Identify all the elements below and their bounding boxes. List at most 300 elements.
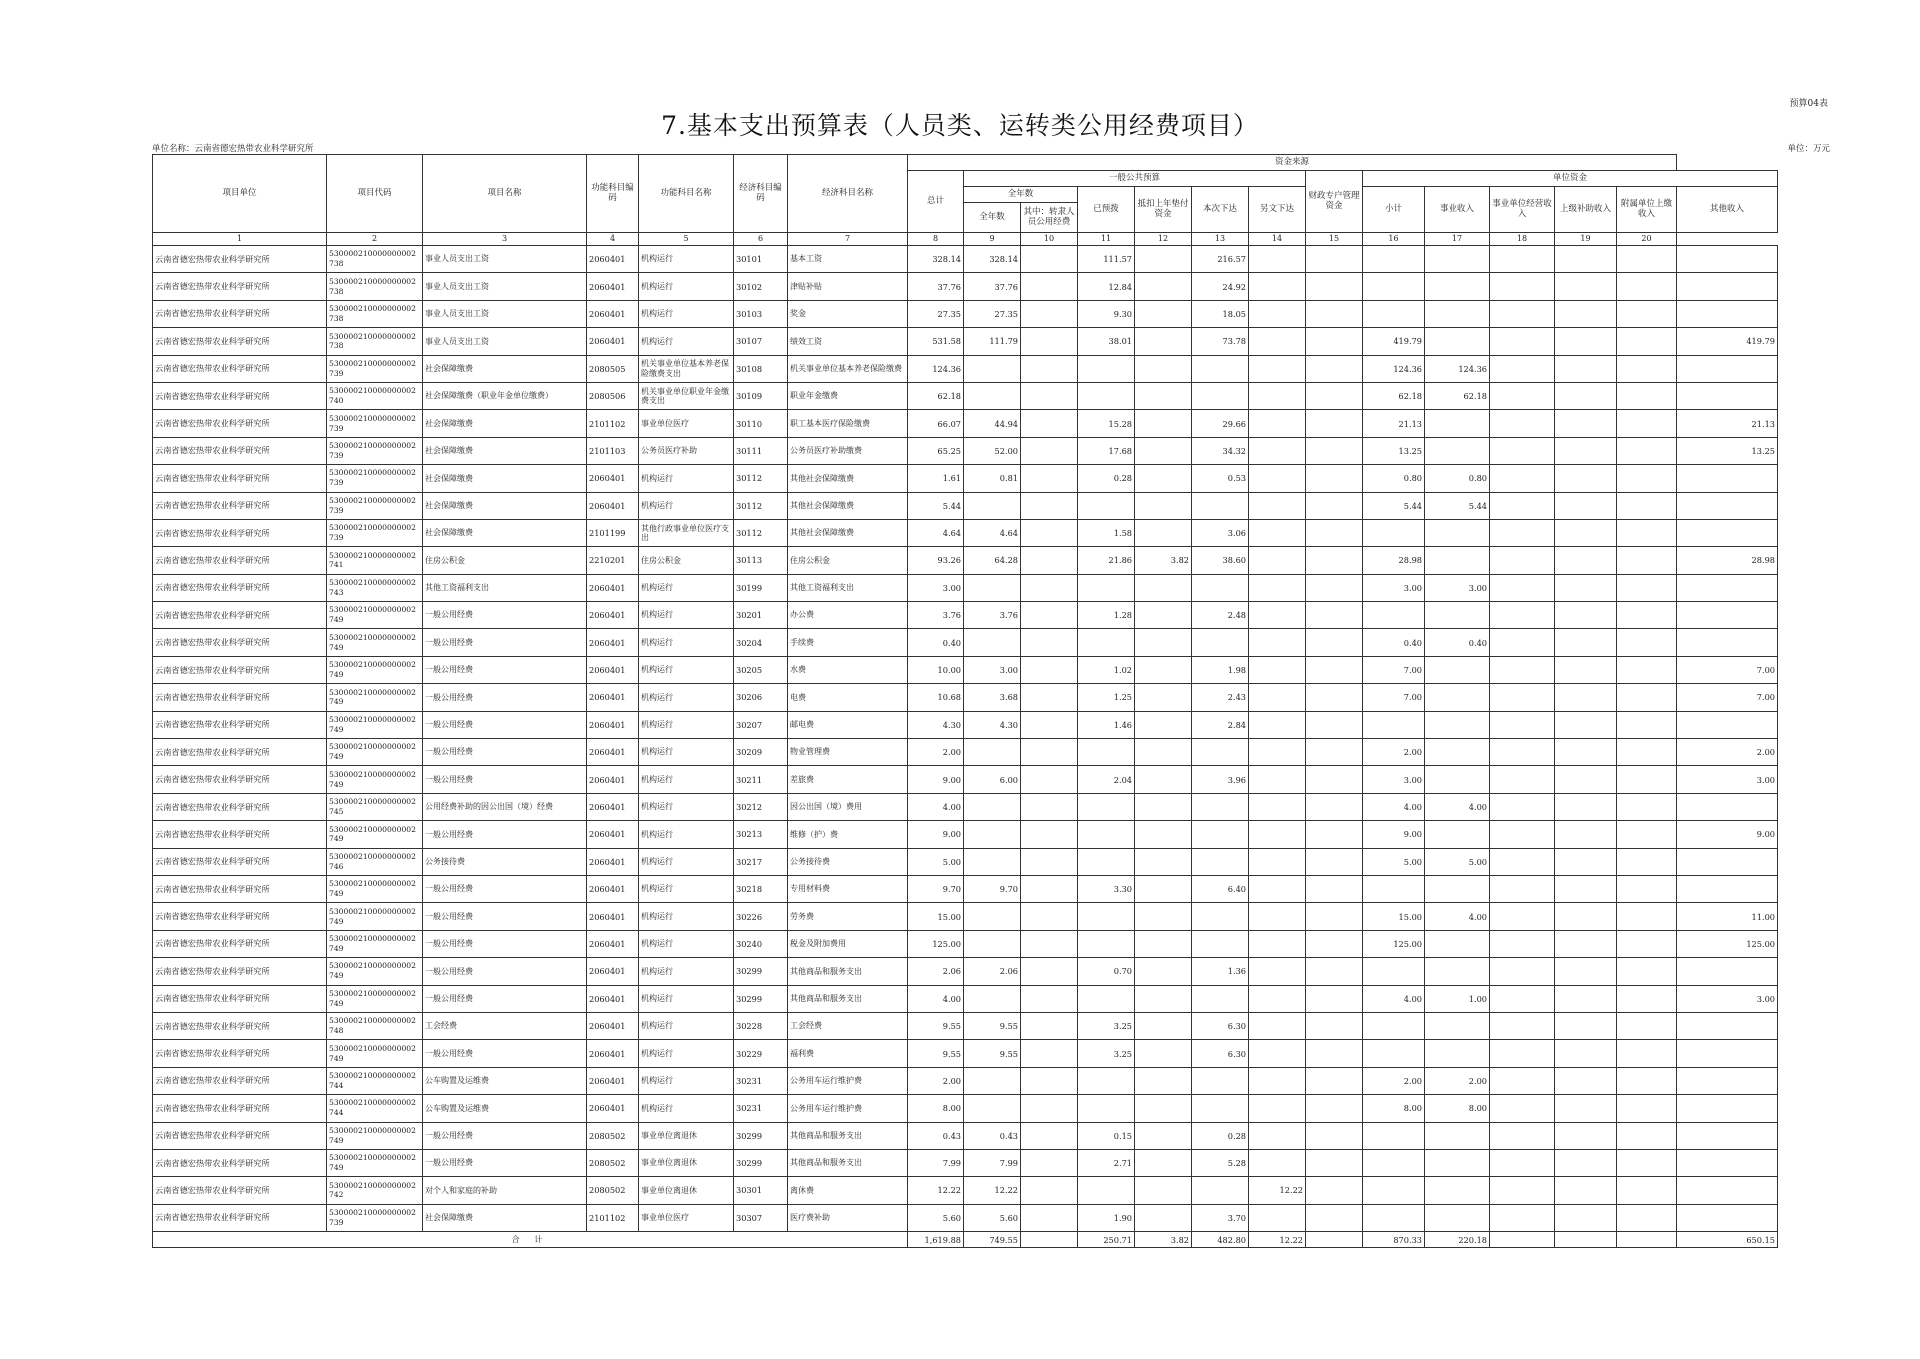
other-income-cell: 7.00 [1677,656,1778,683]
transfer-cell [1021,985,1078,1012]
affiliated-income-cell [1617,958,1677,985]
project-code-cell: 530000210000000002749 [327,629,423,656]
func-code-cell: 2060401 [587,985,639,1012]
total-cell: 328.14 [908,246,964,273]
affiliated-income-cell [1617,410,1677,437]
other-income-cell [1677,711,1778,738]
column-index: 9 [964,233,1021,246]
affiliated-income-cell [1617,930,1677,957]
table-row [153,437,1778,464]
operating-income-cell [1490,1177,1555,1204]
econ-code-cell: 30211 [734,766,788,793]
operating-income-cell [1490,821,1555,848]
table-row [153,328,1778,355]
econ-name-cell: 专用材料费 [788,875,908,902]
econ-code-cell: 30228 [734,1012,788,1039]
func-name-cell: 机构运行 [639,793,734,820]
full-year-cell: 9.70 [964,875,1021,902]
func-code-cell: 2060401 [587,1040,639,1067]
project-code-cell: 530000210000000002749 [327,1040,423,1067]
subsidy-income-cell [1555,1177,1617,1204]
affiliated-income-cell [1617,821,1677,848]
other-income-cell [1677,246,1778,273]
table-row [153,492,1778,519]
affiliated-income-cell [1617,300,1677,327]
total-cell: 9.70 [908,875,964,902]
other-issue-cell [1249,684,1306,711]
subsidy-income-cell [1555,465,1617,492]
transfer-cell [1021,629,1078,656]
econ-name-cell: 邮电费 [788,711,908,738]
header-total: 总计 [908,171,964,233]
func-name-cell: 机关事业单位职业年金缴费支出 [639,382,734,409]
project-name-cell: 其他工资福利支出 [423,574,587,601]
econ-name-cell: 办公费 [788,602,908,629]
total-cell: 10.00 [908,656,964,683]
prepaid-cell: 9.30 [1078,300,1135,327]
econ-code-cell: 30307 [734,1204,788,1231]
project-unit-cell: 云南省德宏热带农业科学研究所 [153,930,327,957]
operating-income-cell [1490,355,1555,382]
business-income-cell: 5.00 [1425,848,1490,875]
business-income-cell: 0.40 [1425,629,1490,656]
total-cell: 3.76 [908,602,964,629]
func-code-cell: 2060401 [587,766,639,793]
transfer-cell [1021,1149,1078,1176]
operating-income-cell [1490,766,1555,793]
project-code-cell: 530000210000000002739 [327,355,423,382]
full-year-cell [964,903,1021,930]
econ-name-cell: 福利费 [788,1040,908,1067]
special-fund-cell [1306,547,1363,574]
transfer-cell [1021,246,1078,273]
special-fund-cell [1306,355,1363,382]
func-code-cell: 2060401 [587,246,639,273]
func-name-cell: 机构运行 [639,465,734,492]
transfer-cell [1021,903,1078,930]
business-income-cell [1425,766,1490,793]
affiliated-income-cell [1617,629,1677,656]
form-number: 预算04表 [1789,99,1828,109]
other-income-cell: 11.00 [1677,903,1778,930]
column-index: 13 [1192,233,1249,246]
special-fund-cell [1306,602,1363,629]
affiliated-income-cell [1617,1095,1677,1122]
operating-income-cell [1490,1204,1555,1231]
header-project-unit: 项目单位 [153,155,327,233]
project-name-cell: 社会保障缴费 [423,492,587,519]
subsidy-income-cell [1555,519,1617,546]
subsidy-income-cell [1555,1122,1617,1149]
prepaid-cell: 17.68 [1078,437,1135,464]
offset-cell [1135,465,1192,492]
other-income-cell [1677,1012,1778,1039]
other-income-cell [1677,492,1778,519]
project-unit-cell: 云南省德宏热带农业科学研究所 [153,793,327,820]
full-year-cell: 7.99 [964,1149,1021,1176]
subsidy-income-cell [1555,382,1617,409]
subtotal-cell [1363,273,1425,300]
affiliated-income-cell [1617,1122,1677,1149]
prepaid-cell [1078,629,1135,656]
business-income-cell [1425,1122,1490,1149]
transfer-cell [1021,574,1078,601]
project-unit-cell: 云南省德宏热带农业科学研究所 [153,355,327,382]
header-project-code: 项目代码 [327,155,423,233]
other-issue-cell [1249,246,1306,273]
subtotal-cell: 8.00 [1363,1095,1425,1122]
table-row [153,273,1778,300]
header-offset: 抵扣上年垫付资金 [1135,187,1192,233]
transfer-cell [1021,958,1078,985]
func-name-cell: 其他行政事业单位医疗支出 [639,519,734,546]
func-name-cell: 住房公积金 [639,547,734,574]
prepaid-cell: 0.70 [1078,958,1135,985]
full-year-cell [964,739,1021,766]
subtotal-cell: 3.00 [1363,766,1425,793]
offset-cell [1135,355,1192,382]
full-year-cell: 3.68 [964,684,1021,711]
table-row [153,656,1778,683]
econ-code-cell: 30301 [734,1177,788,1204]
affiliated-income-cell [1617,875,1677,902]
transfer-cell [1021,382,1078,409]
business-income-cell [1425,958,1490,985]
transfer-cell [1021,739,1078,766]
table-row [153,1177,1778,1204]
full-year-cell: 52.00 [964,437,1021,464]
transfer-cell [1021,602,1078,629]
other-income-cell [1677,574,1778,601]
prepaid-cell: 111.57 [1078,246,1135,273]
project-name-cell: 公用经费补助的因公出国（境）经费 [423,793,587,820]
offset-cell [1135,382,1192,409]
func-name-cell: 机构运行 [639,328,734,355]
project-name-cell: 对个人和家庭的补助 [423,1177,587,1204]
prepaid-cell: 1.46 [1078,711,1135,738]
other-issue-cell [1249,519,1306,546]
operating-income-cell [1490,547,1555,574]
prepaid-cell [1078,1095,1135,1122]
project-name-cell: 一般公用经费 [423,875,587,902]
column-index: 19 [1555,233,1617,246]
operating-income-cell [1490,1040,1555,1067]
total-cell: 37.76 [908,273,964,300]
transfer-cell [1021,656,1078,683]
project-code-cell: 530000210000000002739 [327,492,423,519]
subsidy-income-cell [1555,985,1617,1012]
project-code-cell: 530000210000000002749 [327,656,423,683]
operating-income-cell [1490,793,1555,820]
econ-code-cell: 30299 [734,1149,788,1176]
full-year-cell: 0.43 [964,1122,1021,1149]
econ-code-cell: 30204 [734,629,788,656]
business-income-cell [1425,684,1490,711]
special-fund-cell [1306,1204,1363,1231]
table-row [153,602,1778,629]
func-code-cell: 2060401 [587,574,639,601]
econ-code-cell: 30299 [734,1122,788,1149]
prepaid-cell: 1.28 [1078,602,1135,629]
offset-cell [1135,903,1192,930]
econ-name-cell: 手续费 [788,629,908,656]
business-income-cell: 4.00 [1425,903,1490,930]
project-unit-cell: 云南省德宏热带农业科学研究所 [153,1067,327,1094]
econ-code-cell: 30209 [734,739,788,766]
project-unit-cell: 云南省德宏热带农业科学研究所 [153,985,327,1012]
project-unit-cell: 云南省德宏热带农业科学研究所 [153,602,327,629]
prepaid-cell [1078,739,1135,766]
totals-total-cell: 1,619.88 [908,1232,964,1248]
econ-name-cell: 劳务费 [788,903,908,930]
business-income-cell [1425,547,1490,574]
other-issue-cell [1249,1040,1306,1067]
business-income-cell [1425,656,1490,683]
econ-code-cell: 30226 [734,903,788,930]
subtotal-cell: 419.79 [1363,328,1425,355]
econ-name-cell: 公务用车运行维护费 [788,1067,908,1094]
project-name-cell: 一般公用经费 [423,739,587,766]
other-income-cell: 28.98 [1677,547,1778,574]
func-code-cell: 2101199 [587,519,639,546]
econ-name-cell: 奖金 [788,300,908,327]
affiliated-income-cell [1617,465,1677,492]
other-income-cell: 7.00 [1677,684,1778,711]
other-income-cell [1677,1204,1778,1231]
offset-cell [1135,985,1192,1012]
subtotal-cell [1363,246,1425,273]
prepaid-cell [1078,793,1135,820]
func-code-cell: 2060401 [587,848,639,875]
prepaid-cell [1078,574,1135,601]
table-row [153,766,1778,793]
this-issue-cell [1192,629,1249,656]
total-cell: 7.99 [908,1149,964,1176]
project-code-cell: 530000210000000002749 [327,739,423,766]
other-issue-cell [1249,300,1306,327]
other-issue-cell [1249,1095,1306,1122]
subtotal-cell: 62.18 [1363,382,1425,409]
offset-cell [1135,766,1192,793]
this-issue-cell [1192,492,1249,519]
func-name-cell: 机构运行 [639,602,734,629]
full-year-cell: 2.06 [964,958,1021,985]
subsidy-income-cell [1555,711,1617,738]
project-code-cell: 530000210000000002739 [327,519,423,546]
subtotal-cell: 7.00 [1363,656,1425,683]
header-business-income: 事业收入 [1425,187,1490,233]
affiliated-income-cell [1617,1067,1677,1094]
func-name-cell: 机构运行 [639,574,734,601]
totals-prepaid-cell: 250.71 [1078,1232,1135,1248]
econ-name-cell: 其他商品和服务支出 [788,958,908,985]
offset-cell [1135,574,1192,601]
totals-this-issue-cell: 482.80 [1192,1232,1249,1248]
project-unit-cell: 云南省德宏热带农业科学研究所 [153,848,327,875]
other-income-cell: 3.00 [1677,985,1778,1012]
business-income-cell: 1.00 [1425,985,1490,1012]
project-unit-cell: 云南省德宏热带农业科学研究所 [153,574,327,601]
offset-cell [1135,793,1192,820]
business-income-cell: 0.80 [1425,465,1490,492]
subsidy-income-cell [1555,547,1617,574]
transfer-cell [1021,1177,1078,1204]
other-issue-cell [1249,985,1306,1012]
other-issue-cell [1249,958,1306,985]
special-fund-cell [1306,465,1363,492]
project-code-cell: 530000210000000002744 [327,1067,423,1094]
budget-table [152,154,1778,1248]
transfer-cell [1021,848,1078,875]
affiliated-income-cell [1617,793,1677,820]
other-income-cell [1677,875,1778,902]
column-index: 7 [788,233,908,246]
other-income-cell [1677,1122,1778,1149]
column-index: 12 [1135,233,1192,246]
project-name-cell: 一般公用经费 [423,903,587,930]
full-year-cell [964,492,1021,519]
offset-cell [1135,875,1192,902]
operating-income-cell [1490,1095,1555,1122]
offset-cell [1135,958,1192,985]
project-code-cell: 530000210000000002749 [327,1149,423,1176]
econ-name-cell: 公务用车运行维护费 [788,1095,908,1122]
econ-code-cell: 30299 [734,958,788,985]
header-prepaid: 已预拨 [1078,187,1135,233]
subsidy-income-cell [1555,273,1617,300]
econ-code-cell: 30240 [734,930,788,957]
operating-income-cell [1490,1149,1555,1176]
special-fund-cell [1306,574,1363,601]
subsidy-income-cell [1555,355,1617,382]
func-name-cell: 机构运行 [639,273,734,300]
project-unit-cell: 云南省德宏热带农业科学研究所 [153,1095,327,1122]
total-cell: 125.00 [908,930,964,957]
project-code-cell: 530000210000000002749 [327,903,423,930]
operating-income-cell [1490,492,1555,519]
affiliated-income-cell [1617,246,1677,273]
econ-name-cell: 其他社会保障缴费 [788,519,908,546]
transfer-cell [1021,711,1078,738]
operating-income-cell [1490,300,1555,327]
operating-income-cell [1490,848,1555,875]
offset-cell [1135,739,1192,766]
subsidy-income-cell [1555,328,1617,355]
func-code-cell: 2060401 [587,711,639,738]
affiliated-income-cell [1617,437,1677,464]
total-cell: 27.35 [908,300,964,327]
prepaid-cell [1078,930,1135,957]
project-unit-cell: 云南省德宏热带农业科学研究所 [153,766,327,793]
func-code-cell: 2060401 [587,1012,639,1039]
operating-income-cell [1490,629,1555,656]
project-code-cell: 530000210000000002738 [327,300,423,327]
offset-cell [1135,437,1192,464]
func-name-cell: 机构运行 [639,821,734,848]
project-code-cell: 530000210000000002741 [327,547,423,574]
project-unit-cell: 云南省德宏热带农业科学研究所 [153,875,327,902]
table-row [153,958,1778,985]
header-operating-income: 事业单位经营收入 [1490,187,1555,233]
offset-cell [1135,930,1192,957]
project-unit-cell: 云南省德宏热带农业科学研究所 [153,1149,327,1176]
totals-operating-income-cell [1490,1232,1555,1248]
affiliated-income-cell [1617,547,1677,574]
subtotal-cell: 0.80 [1363,465,1425,492]
full-year-cell: 44.94 [964,410,1021,437]
this-issue-cell [1192,382,1249,409]
func-name-cell: 机关事业单位基本养老保险缴费支出 [639,355,734,382]
econ-code-cell: 30218 [734,875,788,902]
table-row [153,1012,1778,1039]
subtotal-cell: 13.25 [1363,437,1425,464]
subsidy-income-cell [1555,656,1617,683]
project-unit-cell: 云南省德宏热带农业科学研究所 [153,711,327,738]
other-issue-cell [1249,273,1306,300]
func-code-cell: 2080505 [587,355,639,382]
affiliated-income-cell [1617,985,1677,1012]
subtotal-cell [1363,958,1425,985]
prepaid-cell [1078,985,1135,1012]
other-income-cell [1677,382,1778,409]
project-unit-cell: 云南省德宏热带农业科学研究所 [153,684,327,711]
other-issue-cell [1249,1067,1306,1094]
column-index: 3 [423,233,587,246]
other-issue-cell [1249,903,1306,930]
subtotal-cell: 21.13 [1363,410,1425,437]
other-income-cell [1677,355,1778,382]
full-year-cell [964,1067,1021,1094]
prepaid-cell [1078,1067,1135,1094]
special-fund-cell [1306,328,1363,355]
econ-name-cell: 绩效工资 [788,328,908,355]
transfer-cell [1021,273,1078,300]
func-name-cell: 机构运行 [639,1012,734,1039]
other-income-cell: 13.25 [1677,437,1778,464]
other-income-cell [1677,1177,1778,1204]
project-name-cell: 事业人员支出工资 [423,273,587,300]
affiliated-income-cell [1617,492,1677,519]
column-index: 14 [1249,233,1306,246]
subsidy-income-cell [1555,766,1617,793]
func-code-cell: 2101102 [587,1204,639,1231]
full-year-cell [964,848,1021,875]
func-name-cell: 机构运行 [639,766,734,793]
econ-code-cell: 30205 [734,656,788,683]
econ-name-cell: 公务接待费 [788,848,908,875]
project-code-cell: 530000210000000002749 [327,684,423,711]
transfer-cell [1021,684,1078,711]
affiliated-income-cell [1617,574,1677,601]
this-issue-cell: 34.32 [1192,437,1249,464]
other-issue-cell [1249,821,1306,848]
transfer-cell [1021,465,1078,492]
total-cell: 8.00 [908,1095,964,1122]
special-fund-cell [1306,1012,1363,1039]
transfer-cell [1021,328,1078,355]
subsidy-income-cell [1555,602,1617,629]
func-name-cell: 机构运行 [639,985,734,1012]
total-cell: 531.58 [908,328,964,355]
special-fund-cell [1306,656,1363,683]
subtotal-cell [1363,1204,1425,1231]
func-name-cell: 机构运行 [639,903,734,930]
subsidy-income-cell [1555,684,1617,711]
project-name-cell: 一般公用经费 [423,711,587,738]
special-fund-cell [1306,410,1363,437]
func-code-cell: 2060401 [587,656,639,683]
table-row [153,1122,1778,1149]
